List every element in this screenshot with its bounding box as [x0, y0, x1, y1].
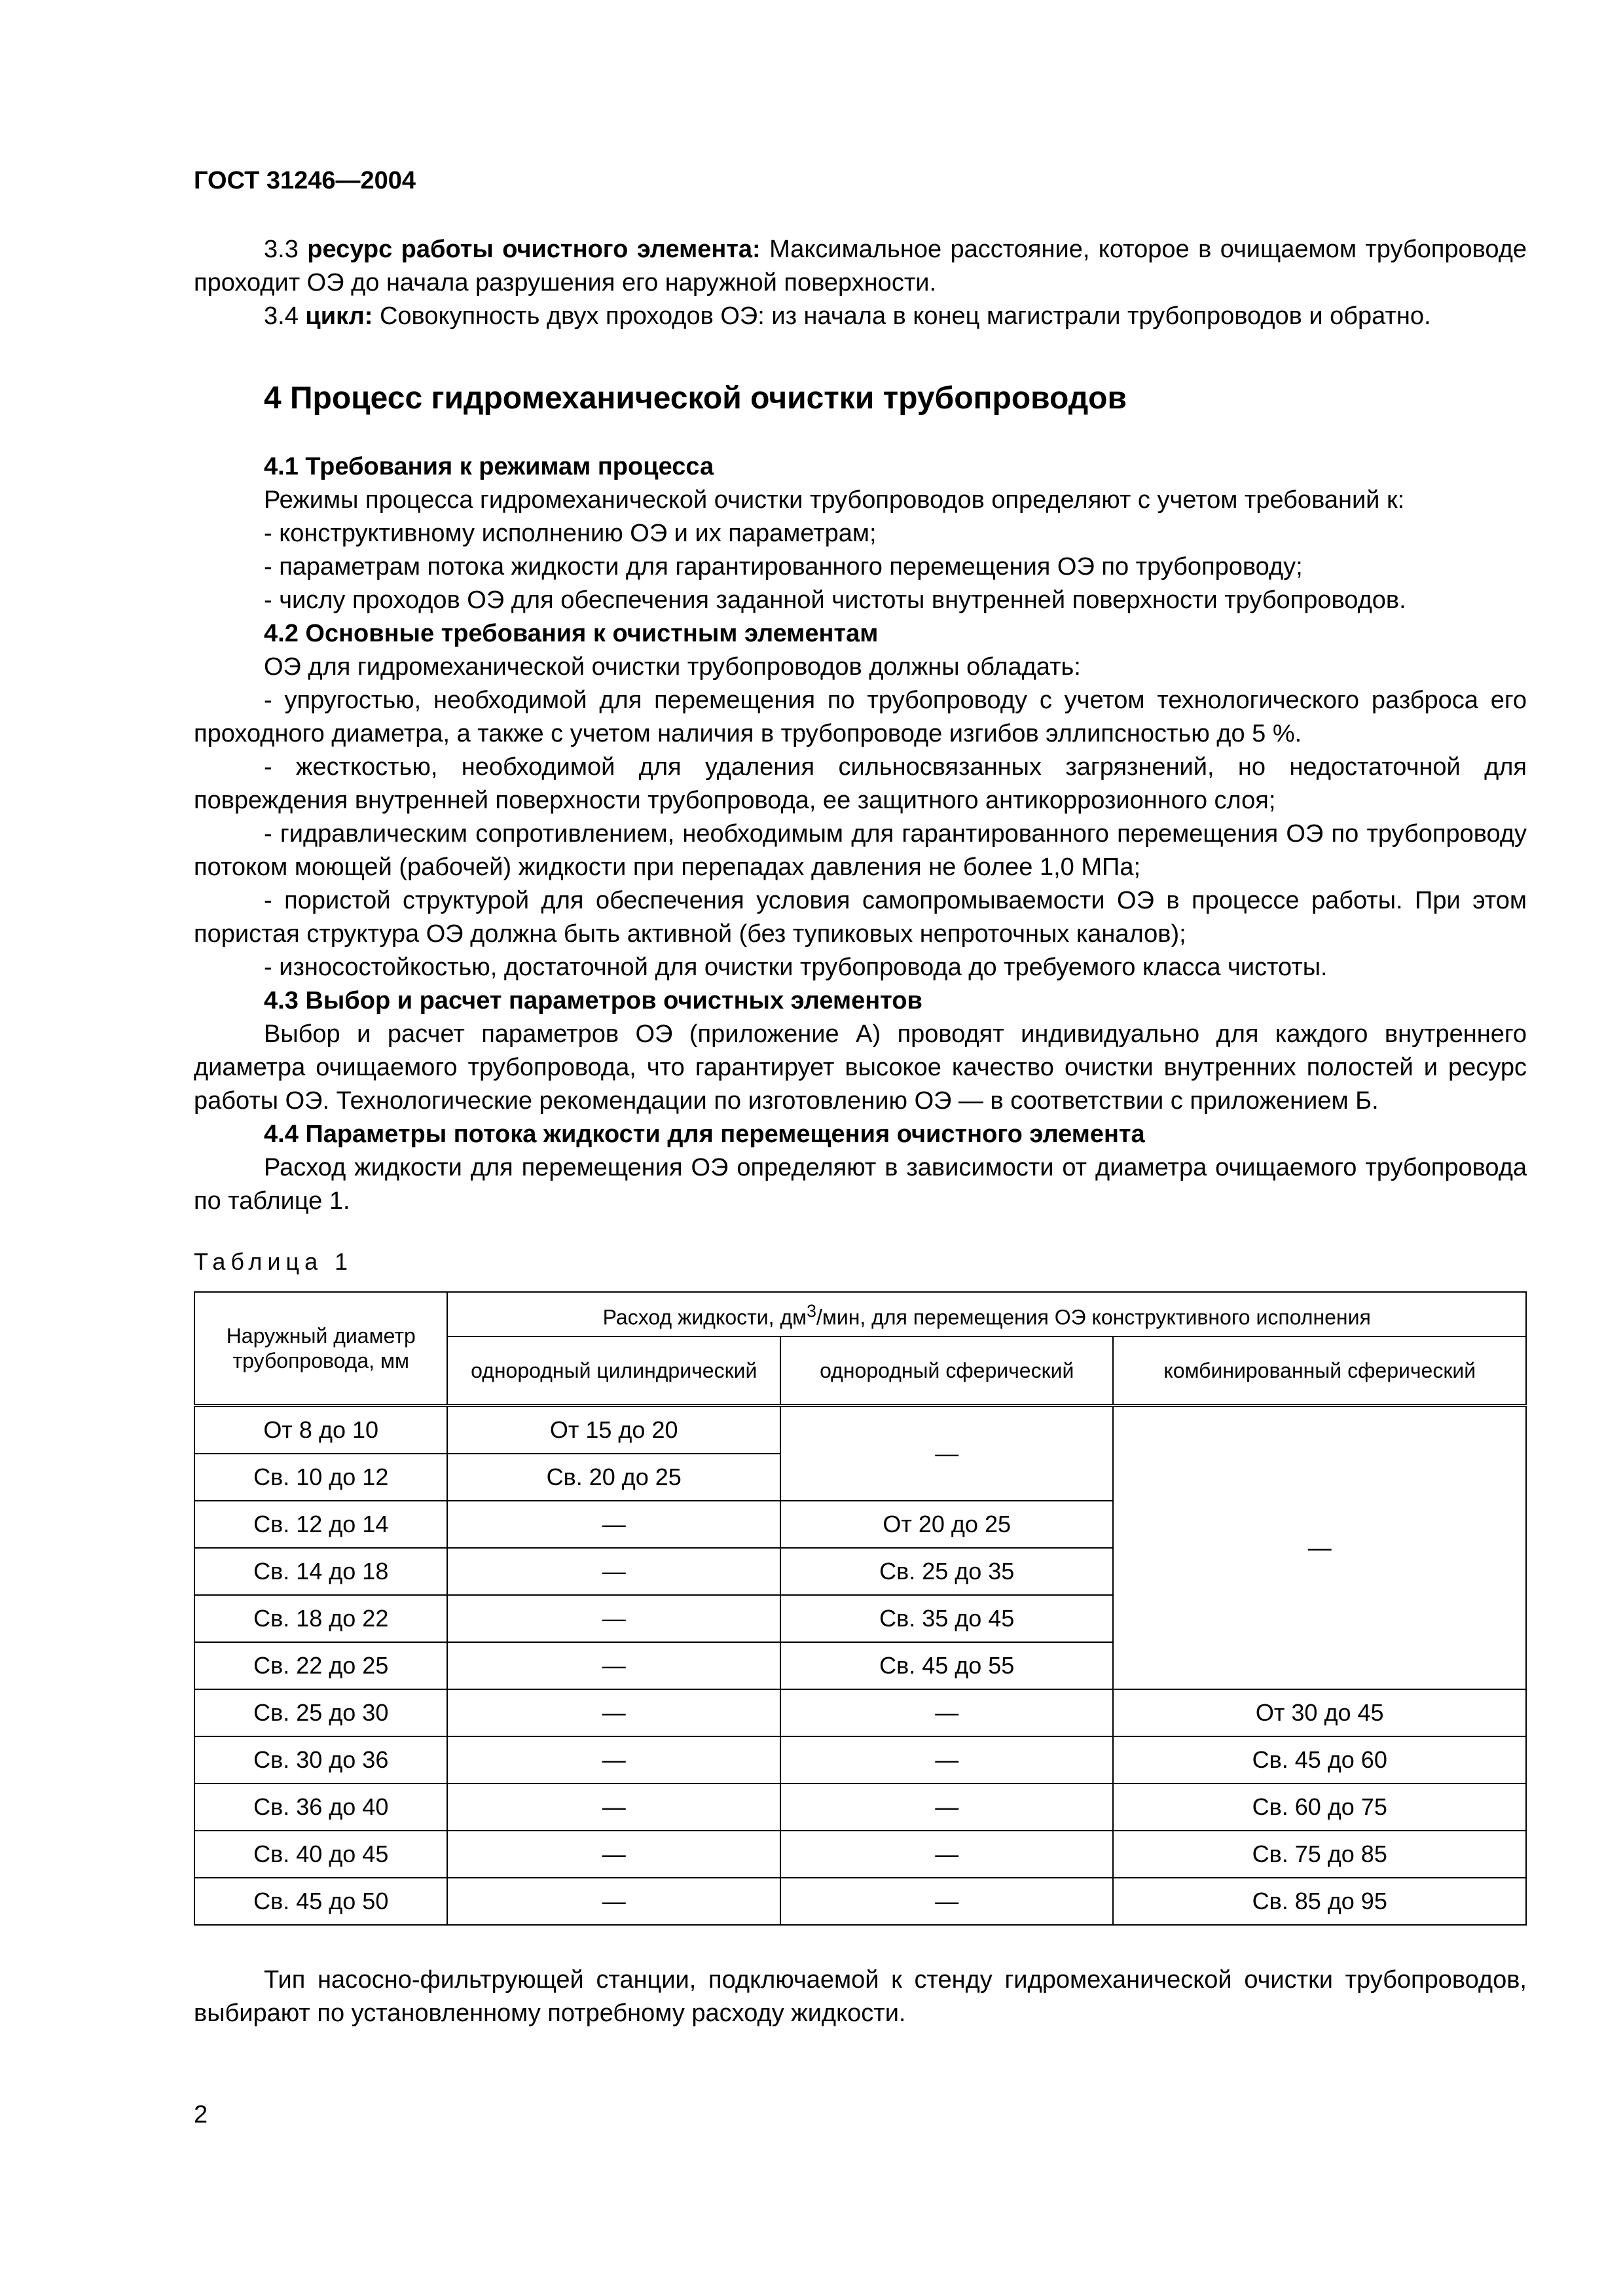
- table-cell: Св. 36 до 40: [194, 1784, 447, 1831]
- table-cell: Св. 20 до 25: [447, 1454, 780, 1501]
- column-header-cylindrical: однородный цилиндрический: [447, 1336, 780, 1406]
- table-row: [194, 1878, 1526, 1925]
- table-cell: —: [780, 1784, 1114, 1831]
- subsection-4-1-title: 4.1 Требования к режимам процесса: [264, 453, 714, 480]
- table-row: [194, 1736, 1526, 1784]
- term-label: ресурс работы очистного элемента:: [307, 236, 761, 263]
- subsection-4-2-title: 4.2 Основные требования к очистным элементам: [264, 620, 879, 647]
- table-cell: От 20 до 25: [780, 1501, 1114, 1548]
- list-item: - пористой структурой для обеспечения условия самопромываемости ОЭ в процессе работы. При этом пористая структура ОЭ должна быть активной (без тупиковых непроточных каналов);: [194, 887, 1527, 948]
- table-cell: —: [780, 1689, 1114, 1736]
- table-row: [194, 1784, 1526, 1831]
- table-cell: Св. 30 до 36: [194, 1736, 447, 1784]
- column-group-header: [447, 1292, 1526, 1336]
- paragraph-3-3: [194, 233, 1527, 300]
- table-cell: Св. 45 до 55: [780, 1642, 1114, 1689]
- table-cell: Св. 45 до 50: [194, 1878, 447, 1925]
- table-cell: Св. 25 до 30: [194, 1689, 447, 1736]
- subsection-4-2-intro: ОЭ для гидромеханической очистки трубопроводов должны обладать:: [264, 653, 1081, 681]
- list-item: - износостойкостью, достаточной для очистки трубопровода до требуемого класса чистоты.: [264, 954, 1328, 981]
- section-4-title: 4 Процесс гидромеханической очистки трубопроводов: [264, 381, 1127, 416]
- table-cell: —: [780, 1831, 1114, 1878]
- table-cell: Св. 45 до 60: [1113, 1736, 1526, 1784]
- table-cell: Св. 10 до 12: [194, 1454, 447, 1501]
- list-item: - упругостью, необходимой для перемещения по трубопроводу с учетом технологического разброса его проходного диаметра, а также с учетом наличия в трубопроводе изгибов эллипсностью до 5 %.: [194, 687, 1527, 747]
- table-cell: Св. 22 до 25: [194, 1642, 447, 1689]
- table-cell: Св. 12 до 14: [194, 1501, 447, 1548]
- table-cell: Св. 25 до 35: [780, 1548, 1114, 1595]
- clause-number: 3.4: [264, 302, 299, 330]
- table-cell: Св. 75 до 85: [1113, 1831, 1526, 1878]
- table-cell: —: [447, 1595, 780, 1642]
- table-cell: —: [447, 1642, 780, 1689]
- table-cell: —: [780, 1878, 1114, 1925]
- column-header-diameter: Наружный диаметр трубопровода, мм: [194, 1292, 447, 1406]
- table-cell: —: [447, 1689, 780, 1736]
- table-cell: Св. 40 до 45: [194, 1831, 447, 1878]
- table-cell: От 30 до 45: [1113, 1689, 1526, 1736]
- term-definition: Максимальное расстояние, которое в очищаемом трубопроводе проходит ОЭ до начала разрушения его наружной поверхности.: [194, 236, 1527, 296]
- table-cell: —: [447, 1548, 780, 1595]
- document-page: [194, 167, 1527, 2030]
- list-item: - конструктивному исполнению ОЭ и их параметрам;: [264, 520, 877, 547]
- table-cell: —: [447, 1878, 780, 1925]
- table-cell: Св. 14 до 18: [194, 1548, 447, 1595]
- table-caption: Таблица 1: [194, 1248, 354, 1275]
- table-cell: —: [447, 1736, 780, 1784]
- table-cell: Св. 60 до 75: [1113, 1784, 1526, 1831]
- table-cell: Св. 85 до 95: [1113, 1878, 1526, 1925]
- column-header-spherical: однородный сферический: [780, 1336, 1114, 1406]
- subsection-4-4-text: Расход жидкости для перемещения ОЭ определяют в зависимости от диаметра очищаемого трубопровода по таблице 1.: [194, 1154, 1527, 1215]
- table-cell: —: [447, 1501, 780, 1548]
- subsection-4-1-intro: Режимы процесса гидромеханической очистки трубопроводов определяют с учетом требований к:: [264, 486, 1405, 514]
- closing-paragraph: Тип насосно-фильтрующей станции, подключаемой к стенду гидромеханической очистки трубопроводов, выбирают по установленному потребному расходу жидкости.: [194, 1966, 1527, 2027]
- term-label: цикл:: [305, 302, 373, 330]
- document-header: ГОСТ 31246—2004: [194, 167, 416, 194]
- clause-number: 3.3: [264, 236, 299, 263]
- list-item: - параметрам потока жидкости для гарантированного перемещения ОЭ по трубопроводу;: [264, 553, 1303, 581]
- paragraph-3-4: [194, 300, 1527, 333]
- table-cell: —: [447, 1784, 780, 1831]
- page-number: 2: [194, 2101, 208, 2128]
- table-cell: От 8 до 10: [194, 1406, 447, 1454]
- table-cell: От 15 до 20: [447, 1406, 780, 1454]
- group-header-pre: Расход жидкости, дм: [602, 1305, 807, 1329]
- term-definition: Совокупность двух проходов ОЭ: из начала в конец магистрали трубопроводов и обратно.: [379, 302, 1431, 330]
- column-header-combined: комбинированный сферический: [1113, 1336, 1526, 1406]
- group-header-post: /мин, для перемещения ОЭ конструктивного исполнения: [816, 1305, 1371, 1329]
- list-item: - числу проходов ОЭ для обеспечения заданной чистоты внутренней поверхности трубопроводов.: [264, 586, 1406, 614]
- table-row: [194, 1406, 1526, 1454]
- table-cell: —: [447, 1831, 780, 1878]
- flow-rate-table: [194, 1291, 1527, 1926]
- list-item: - жесткостью, необходимой для удаления сильносвязанных загрязнений, но недостаточной для повреждения внутренней поверхности трубопровода, ее защитного антикоррозионного слоя;: [194, 753, 1527, 814]
- table-cell: Св. 35 до 45: [780, 1595, 1114, 1642]
- subsection-4-3-title: 4.3 Выбор и расчет параметров очистных элементов: [264, 987, 922, 1014]
- table-row: [194, 1689, 1526, 1736]
- table-cell-merged: —: [780, 1406, 1114, 1501]
- table-cell: Св. 18 до 22: [194, 1595, 447, 1642]
- subsection-4-4-title: 4.4 Параметры потока жидкости для перемещения очистного элемента: [264, 1121, 1145, 1148]
- table-cell: —: [780, 1736, 1114, 1784]
- group-header-sup: 3: [807, 1301, 816, 1321]
- list-item: - гидравлическим сопротивлением, необходимым для гарантированного перемещения ОЭ по трубопроводу потоком моющей (рабочей) жидкости при перепадах давления не более 1,0 МПа;: [194, 820, 1527, 881]
- subsection-4-3-text: Выбор и расчет параметров ОЭ (приложение А) проводят индивидуально для каждого внутреннего диаметра очищаемого трубопровода, что гарантирует высокое качество очистки внутренних полостей и ресурс работы ОЭ. Технологические рекомендации по изготовлению ОЭ — в соответствии с приложением Б.: [194, 1020, 1527, 1115]
- table-row: [194, 1831, 1526, 1878]
- table-cell-merged: —: [1113, 1406, 1526, 1690]
